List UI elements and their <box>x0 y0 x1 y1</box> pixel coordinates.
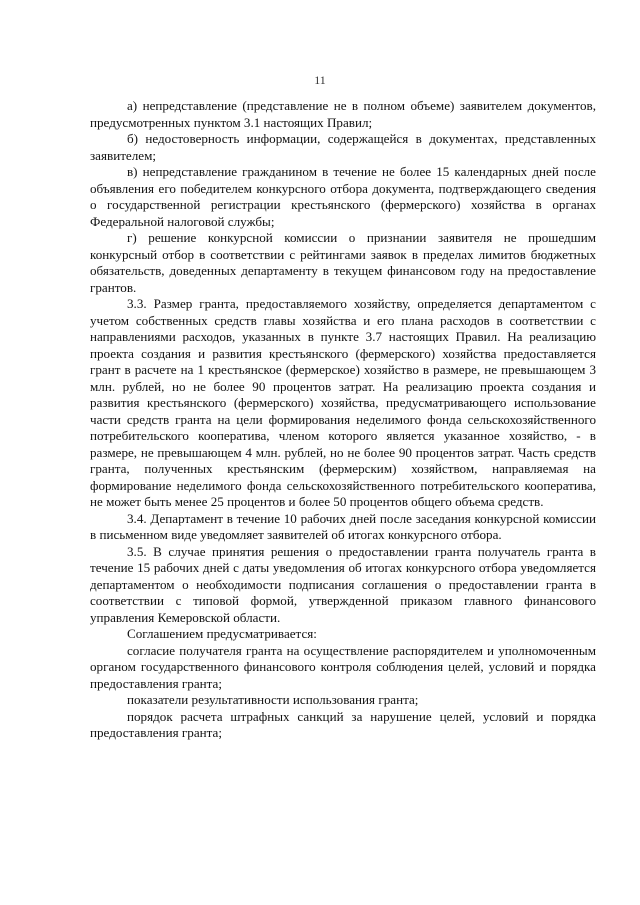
paragraph-3-4: 3.4. Департамент в течение 10 рабочих дней после заседания конкурсной комиссии в письменном виде уведомляет заявителей об итогах конкурсного отбора. <box>90 510 596 542</box>
paragraph-v: в) непредставление гражданином в течение не более 15 календарных дней после объявления его победителем конкурсного отбора документа, подтверждающего сведения о государственной регистрации крестьянского (фермерского) хозяйства в органах Федеральной налоговой службы; <box>90 164 596 229</box>
page-number: 11 <box>314 73 326 87</box>
paragraph-agreement-intro: Соглашением предусматривается: <box>127 626 317 641</box>
paragraph-3-5: 3.5. В случае принятия решения о предоставлении гранта получатель гранта в течение 15 рабочих дней с даты уведомления об итогах конкурсного отбора уведомляется департаментом о необходимости подписания соглашения о предоставлении гранта в соответствии с типовой формой, утвержденной приказом главного финансового управления Кемеровской области. <box>90 543 596 625</box>
paragraph-3-3: 3.3. Размер гранта, предоставляемого хозяйству, определяется департаментом с учетом собственных средств главы хозяйства и его плана расходов в соответствии с направлениями расходов, указанных в пункте 3.7 настоящих Правил. На реализацию проекта создания и развития крестьянского (фермерского) хозяйства предоставляется грант в расчете на 1 крестьянское (фермерское) хозяйство в размере, не превышающем 3 млн. рублей, но не более 90 процентов затрат. На реализацию проекта создания и развития крестьянского (фермерского) хозяйства, предусматривающего использование части средств гранта на цели формирования неделимого фонда сельскохозяйственного потребительского кооператива, членом которого является указанное хозяйство, - в размере, не превышающем 4 млн. рублей, но не более 90 процентов затрат. Часть средств гранта, полученных крестьянским (фермерским) хозяйством, направляемая на формирование неделимого фонда сельскохозяйственного потребительского кооператива, не может быть менее 25 процентов и более 50 процентов общего объема средств. <box>90 296 596 509</box>
paragraph-penalties: порядок расчета штрафных санкций за нарушение целей, условий и порядка предоставления гранта; <box>90 708 596 740</box>
paragraph-g: г) решение конкурсной комиссии о признании заявителя не прошедшим конкурсный отбор в соответствии с рейтингами заявок в пределах лимитов бюджетных обязательств, доведенных департаменту в текущем финансовом году на предоставление грантов. <box>90 230 596 295</box>
paragraph-b: б) недостоверность информации, содержащейся в документах, представленных заявителем; <box>90 131 596 163</box>
paragraph-indicators: показатели результативности использования гранта; <box>127 692 419 707</box>
paragraph-consent: согласие получателя гранта на осуществление распорядителем и уполномоченным органом государственного финансового контроля соблюдения целей, условий и порядка предоставления гранта; <box>90 642 596 691</box>
document-body <box>90 98 596 742</box>
paragraph-a: а) непредставление (представление не в полном объеме) заявителем документов, предусмотренных пунктом 3.1 настоящих Правил; <box>90 98 596 130</box>
